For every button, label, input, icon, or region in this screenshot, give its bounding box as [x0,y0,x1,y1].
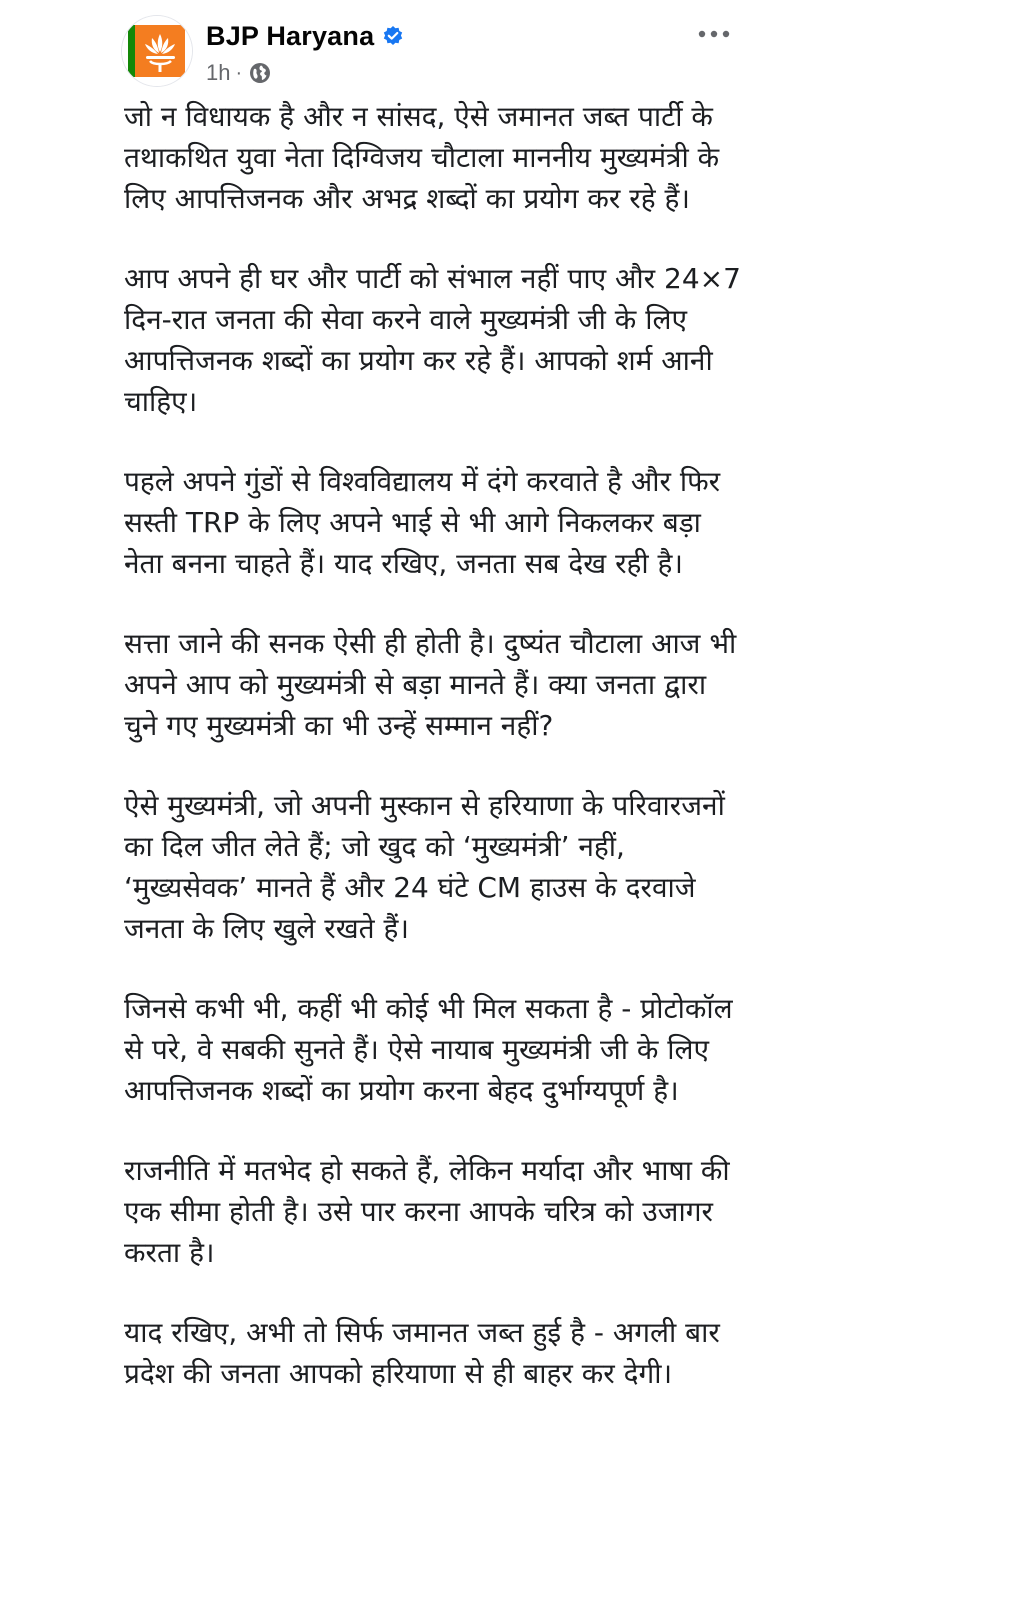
post-paragraph: जिनसे कभी भी, कहीं भी कोई भी मिल सकता है - प्रोटोकॉल से परे, वे सबकी सुनते हैं। ऐसे नायाब मुख्यमंत्री जी के लिए आपत्तिजनक शब्दों का प्रयोग करना बेहद दुर्भाग्यपूर्ण है। [124,992,733,1107]
bjp-lotus-logo-icon [122,16,192,86]
post-header [122,16,742,88]
post-body [124,96,744,1394]
post-paragraph: पहले अपने गुंडों से विश्वविद्यालय में दंगे करवाते है और फिर सस्ती TRP के लिए अपने भाई से भी आगे निकलकर बड़ा नेता बनना चाहते हैं। याद रखिए, जनता सब देख रही है। [124,465,721,580]
flag-green-stripe [128,25,135,77]
post-paragraph: आप अपने ही घर और पार्टी को संभाल नहीं पाए और 24×7 दिन-रात जनता की सेवा करने वाले मुख्यमंत्री जी के लिए आपत्तिजनक शब्दों का प्रयोग कर रहे हैं। आपको शर्म आनी चाहिए। [124,262,741,418]
verified-badge-icon [382,25,404,47]
post-paragraph: जो न विधायक है और न सांसद, ऐसे जमानत जब्त पार्टी के तथाकथित युवा नेता दिग्विजय चौटाला माननीय मुख्यमंत्री के लिए आपत्तिजनक और अभद्र शब्दों का प्रयोग कर रहे हैं। [124,100,720,215]
more-options-icon [694,22,734,46]
post-paragraph: सत्ता जाने की सनक ऐसी ही होती है। दुष्यंत चौटाला आज भी अपने आप को मुख्यमंत्री से बड़ा मानते हैं। क्या जनता द्वारा चुने गए मुख्यमंत्री का भी उन्हें सम्मान नहीं? [124,627,737,742]
page-name-link[interactable]: BJP Haryana [206,20,375,51]
page-avatar[interactable] [122,16,192,86]
post-paragraph: ऐसे मुख्यमंत्री, जो अपनी मुस्कान से हरियाणा के परिवारजनों का दिल जीत लेते हैं; जो खुद को ‘मुख्यमंत्री’ नहीं, ‘मुख्यसेवक’ मानते हैं और 24 घंटे CM हाउस के दरवाजे जनता के लिए खुले रखते हैं। [124,789,725,945]
globe-icon[interactable] [249,62,271,84]
post-paragraph: याद रखिए, अभी तो सिर्फ जमानत जब्त हुई है - अगली बार प्रदेश की जनता आपको हरियाणा से ही बाहर कर देगी। [124,1316,720,1390]
post-timestamp[interactable]: 1h [206,60,231,85]
meta-separator: · [235,61,243,84]
more-options-button[interactable] [694,22,734,46]
post-paragraph: राजनीति में मतभेद हो सकते हैं, लेकिन मर्यादा और भाषा की एक सीमा होती है। उसे पार करना आपके चरित्र को उजागर करता है। [124,1154,730,1269]
post-meta [206,58,271,88]
author-row [206,18,404,54]
